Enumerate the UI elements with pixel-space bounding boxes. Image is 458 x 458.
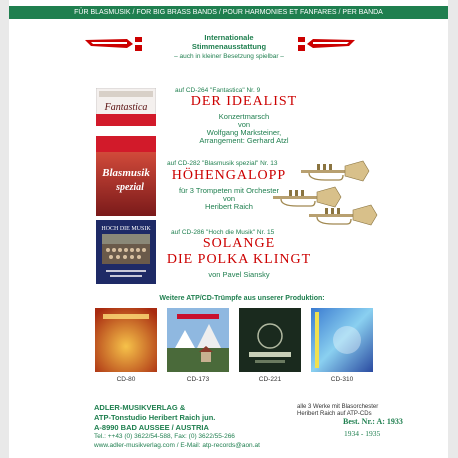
cd-cover-221 (239, 308, 301, 372)
publisher-web: www.adler-musikverlag.com / E-Mail: atp-records@aon.at (94, 442, 260, 449)
header-subtitle: – auch in kleiner Besetzung spielbar – (174, 53, 284, 60)
header-line-1: Internationale (204, 33, 254, 42)
cd-cover-173 (167, 308, 229, 372)
cd-cover-fantastica (96, 88, 156, 152)
header-line-2: Stimmenausstattung (191, 42, 267, 51)
publisher-name-2: ATP-Tonstudio Heribert Raich jun. (94, 413, 216, 422)
item3-title-line1: SOLANGE (202, 236, 276, 251)
eagle-wing-right-icon (291, 36, 355, 52)
order-years: 1934 - 1935 (344, 429, 381, 438)
item1-sub3: Wolfgang Marksteiner, (206, 128, 282, 137)
item1-ref: auf CD-264 "Fantastica" Nr. 9 (175, 87, 261, 94)
item2-title: HÖHENGALOPP (171, 168, 287, 183)
publisher-name-1: ADLER-MUSIKVERLAG & (94, 403, 186, 412)
cd-cover-hoch-die-musik (96, 220, 156, 284)
cd-label-221: CD-221 (258, 376, 282, 383)
cd-label-80: CD-80 (116, 376, 136, 383)
header-title (159, 33, 299, 51)
publisher-tel: Tel.: ++43 (0) 3622/54-588, Fax: (0) 3622/55-266 (94, 433, 235, 440)
eagle-wing-left-icon (85, 36, 149, 52)
cd-cover-blasmusik-spezial (96, 152, 156, 216)
item1-title: DER IDEALIST (190, 94, 298, 109)
item2-sub3: Heribert Raich (205, 202, 253, 211)
top-banner: FÜR BLASMUSIK / FOR BIG BRASS BANDS / POUR HARMONIES ET FANFARES / PER BANDA (9, 6, 448, 19)
note-line-2: Heribert Raich auf ATP-CDs (297, 411, 372, 417)
cover-title-spezial: spezial (116, 182, 144, 193)
item1-sub1: Konzertmarsch (218, 112, 270, 121)
order-number: Best. Nr.: A: 1933 (343, 417, 403, 426)
cover-title-fantastica: Fantastica (104, 102, 148, 113)
item1-sub2: von (237, 120, 251, 129)
sheet-page (9, 0, 448, 458)
cd-cover-310 (311, 308, 373, 372)
cd-label-310: CD-310 (330, 376, 354, 383)
cover-title-blasmusik: Blasmusik (102, 167, 150, 179)
trumpet-icon (307, 204, 379, 226)
publisher-address: A-8990 BAD AUSSEE / AUSTRIA (94, 423, 209, 432)
cover-title-hoch-die-musik: HOCH DIE MUSIK (101, 226, 151, 232)
item3-ref: auf CD-286 "Hoch die Musik" Nr. 15 (171, 229, 275, 236)
item2-sub2: von (222, 194, 236, 203)
item2-sub1: für 3 Trompeten mit Orchester (178, 186, 280, 195)
cd-cover-80 (95, 308, 157, 372)
more-heading: Weitere ATP/CD-Trümpfe aus unserer Produktion: (159, 295, 325, 302)
item3-sub1: von Pavel Siansky (208, 270, 270, 279)
item3-title-line2: DIE POLKA KLINGT (166, 252, 312, 267)
note-line-1: alle 3 Werke mit Blasorchester (297, 404, 379, 410)
item2-ref: auf CD-282 "Blasmusik spezial" Nr. 13 (167, 160, 278, 167)
item1-sub4: Arrangement: Gerhard Atzl (199, 136, 289, 145)
trumpet-icon (299, 160, 371, 182)
cd-label-173: CD-173 (186, 376, 210, 383)
